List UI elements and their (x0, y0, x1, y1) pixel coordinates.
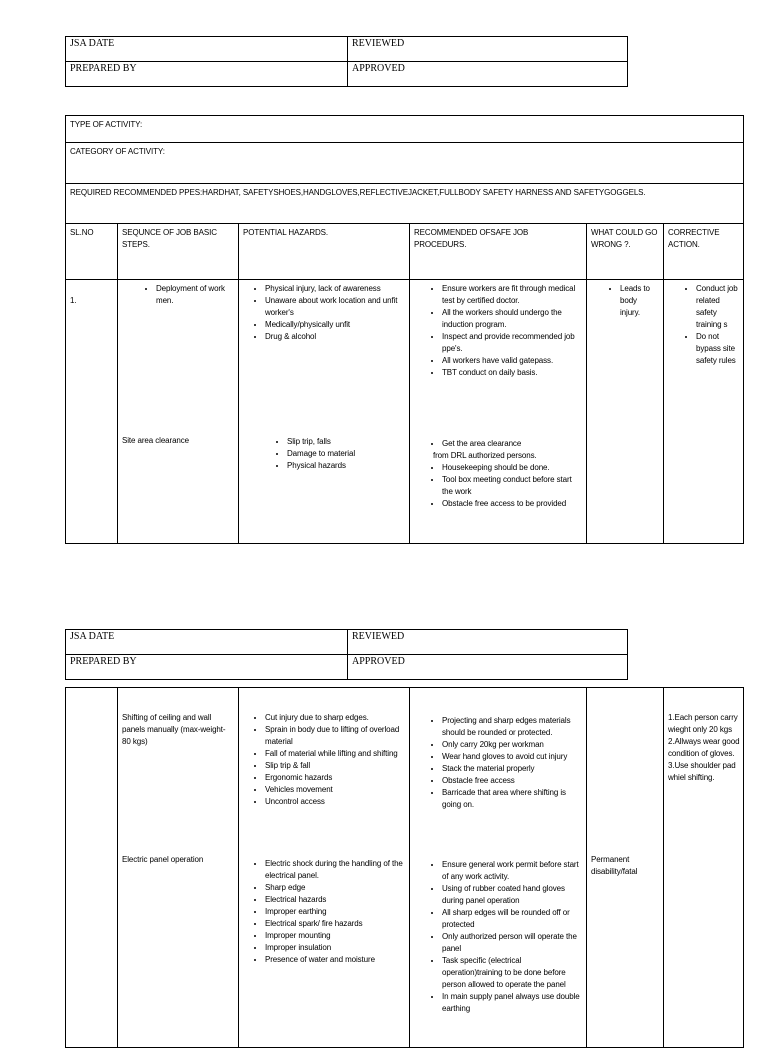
row2-wrong-cell (587, 688, 664, 1048)
row1-procedures-list-2b (410, 462, 586, 510)
row1-procedures-list-1 (410, 283, 586, 379)
col-header-hazards (239, 224, 410, 280)
list-item: • Ensure general work permit before start of any work activity. (442, 859, 582, 883)
row1-steps-list-1 (118, 283, 238, 307)
list-item: • Improper insulation (265, 942, 405, 954)
row1-corrective-list (664, 283, 743, 367)
list-item: • Using of rubber coated hand gloves during panel operation (442, 883, 582, 907)
col-header-wrong-label: WHAT COULD GO WRONG ?. (591, 228, 658, 249)
list-item: • Presence of water and moisture (265, 954, 405, 966)
type-of-activity-label: TYPE OF ACTIVITY: (70, 120, 143, 129)
list-item: • Improper mounting (265, 930, 405, 942)
list-item: • Do not bypass site safety rules (696, 331, 739, 367)
row2-corrective-cell (664, 688, 744, 1048)
jsa-date-cell (66, 37, 348, 62)
col-header-sl-no-label: SL.NO (70, 228, 94, 237)
reviewed-cell (348, 630, 628, 655)
prepared-by-label: PREPARED BY (70, 63, 137, 74)
list-item: • Unaware about work location and unfit worker's (265, 295, 405, 319)
list-item: • Inspect and provide recommended job ppe's. (442, 331, 582, 355)
approved-label: APPROVED (352, 63, 405, 74)
list-item: • Ergonomic hazards (265, 772, 405, 784)
list-item: • Cut injury due to sharp edges. (265, 712, 405, 724)
col-header-steps (118, 224, 239, 280)
list-item: • Physical injury, lack of awareness (265, 283, 405, 295)
row1-sl-cell (66, 280, 118, 544)
row2-step-shifting-panels: Shifting of ceiling and wall panels manually (max-weight-80 kgs) (122, 713, 226, 746)
row1-corrective-cell (664, 280, 744, 544)
list-item: • Electrical spark/ fire hazards (265, 918, 405, 930)
row1-wrong-cell (587, 280, 664, 544)
row2-corrective-item-2: 2.Allways wear good condition of gloves. (668, 737, 740, 758)
list-item: • Obstacle free access to be provided (442, 498, 582, 510)
approved-cell (348, 655, 628, 680)
list-item: • Only carry 20kg per workman (442, 739, 582, 751)
list-item: • Task specific (electrical operation)training to be done before person allowed to operate the panel (442, 955, 582, 991)
col-header-procedures-label: RECOMMENDED OFSAFE JOB PROCEDURS. (414, 228, 529, 249)
row1-hazards-list-2 (239, 436, 409, 472)
list-item: • In main supply panel always use double earthing (442, 991, 582, 1015)
list-item: • Electric shock during the handling of the electrical panel. (265, 858, 405, 882)
reviewed-cell (348, 37, 628, 62)
list-item: • All the workers should undergo the induction program. (442, 307, 582, 331)
row1-procedures-continuation: from DRL authorized persons. (433, 451, 537, 460)
list-item: • Wear hand gloves to avoid cut injury (442, 751, 582, 763)
approved-cell (348, 62, 628, 87)
reviewed-label: REVIEWED (352, 38, 405, 49)
row2-corrective-block (664, 712, 743, 784)
col-header-what-could-go-wrong (587, 224, 664, 280)
list-item: • Conduct job related safety training s (696, 283, 739, 331)
list-item: • All workers have valid gatepass. (442, 355, 582, 367)
list-item: • Fall of material while lifting and shifting (265, 748, 405, 760)
row2-sl-cell (66, 688, 118, 1048)
type-of-activity-row (66, 116, 744, 143)
row2-hazards-cell (239, 688, 410, 1048)
row1-sl-no: 1. (70, 296, 77, 305)
jsa-date-cell (66, 630, 348, 655)
reviewed-label: REVIEWED (352, 631, 405, 642)
list-item: • Leads to body injury. (620, 283, 659, 319)
row2-corrective-item-3: 3.Use shoulder pad whiel shifting. (668, 761, 736, 782)
col-header-steps-label: SEQUNCE OF JOB BASIC STEPS. (122, 228, 217, 249)
category-of-activity-label: CATEGORY OF ACTIVITY: (70, 147, 165, 156)
list-item: • Drug & alcohol (265, 331, 405, 343)
list-item: • Vehicles movement (265, 784, 405, 796)
list-item: • Damage to material (287, 448, 405, 460)
category-of-activity-row (66, 143, 744, 184)
row1-wrong-list (587, 283, 663, 319)
list-item: • Slip trip & fall (265, 760, 405, 772)
list-item: • Deployment of work men. (156, 283, 234, 307)
prepared-by-cell (66, 655, 348, 680)
col-header-procedures (410, 224, 587, 280)
list-item: • Tool box meeting conduct before start the work (442, 474, 582, 498)
approved-label: APPROVED (352, 656, 405, 667)
row1-step-site-clearance: Site area clearance (122, 436, 190, 445)
jsa-date-label: JSA DATE (70, 631, 115, 642)
list-item: • Sharp edge (265, 882, 405, 894)
list-item: • Improper earthing (265, 906, 405, 918)
row2-hazards-list-2 (239, 858, 409, 966)
row1-hazards-cell (239, 280, 410, 544)
row2-wrong-permanent-disability: Permanent disability/fatal (591, 855, 638, 876)
jsa-date-label: JSA DATE (70, 38, 115, 49)
prepared-by-cell (66, 62, 348, 87)
list-item: • Electrical hazards (265, 894, 405, 906)
jsa-header-table-bottom (65, 629, 628, 680)
list-item: • Get the area clearance (442, 438, 582, 450)
col-header-sl-no (66, 224, 118, 280)
list-item: • Physical hazards (287, 460, 405, 472)
jsa-header-table-top (65, 36, 628, 87)
list-item: • Ensure workers are fit through medical test by certified doctor. (442, 283, 582, 307)
row1-procedures-block-2 (410, 438, 586, 510)
jsa-main-table (65, 115, 744, 544)
list-item: • Projecting and sharp edges materials should be rounded or protected. (442, 715, 582, 739)
row2-step-electric-panel: Electric panel operation (122, 855, 204, 864)
row1-steps-cell (118, 280, 239, 544)
row2-hazards-list-1 (239, 712, 409, 808)
col-header-corrective-action (664, 224, 744, 280)
col-header-hazards-label: POTENTIAL HAZARDS. (243, 228, 329, 237)
prepared-by-label: PREPARED BY (70, 656, 137, 667)
row2-procedures-list-1 (410, 715, 586, 811)
list-item: • Uncontrol access (265, 796, 405, 808)
col-header-corrective-label: CORRECTIVE ACTION. (668, 228, 720, 249)
required-ppes-label: REQUIRED RECOMMENDED PPES:HARDHAT, SAFETYSHOES,HANDGLOVES,REFLECTIVEJACKET,FULLBODY SAFETY HARNESS AND SAFETYGOGGELS. (70, 188, 646, 197)
list-item: • TBT conduct on daily basis. (442, 367, 582, 379)
list-item: • Sprain in body due to lifting of overload material (265, 724, 405, 748)
list-item: • Stack the material properly (442, 763, 582, 775)
jsa-continuation-table (65, 687, 744, 1048)
row2-procedures-cell (410, 688, 587, 1048)
list-item: • Slip trip, falls (287, 436, 405, 448)
row2-corrective-item-1: 1.Each person carry wieght only 20 kgs (668, 713, 738, 734)
list-item: • All sharp edges will be rounded off or protected (442, 907, 582, 931)
row2-steps-cell (118, 688, 239, 1048)
row1-procedures-list-2a (410, 438, 586, 450)
list-item: • Barricade that area where shifting is going on. (442, 787, 582, 811)
list-item: • Medically/physically unfit (265, 319, 405, 331)
required-ppes-row (66, 184, 744, 224)
row1-procedures-cell (410, 280, 587, 544)
list-item: • Housekeeping should be done. (442, 462, 582, 474)
list-item: • Only authorized person will operate the panel (442, 931, 582, 955)
list-item: • Obstacle free access (442, 775, 582, 787)
row2-procedures-list-2 (410, 859, 586, 1015)
row1-hazards-list-1 (239, 283, 409, 343)
